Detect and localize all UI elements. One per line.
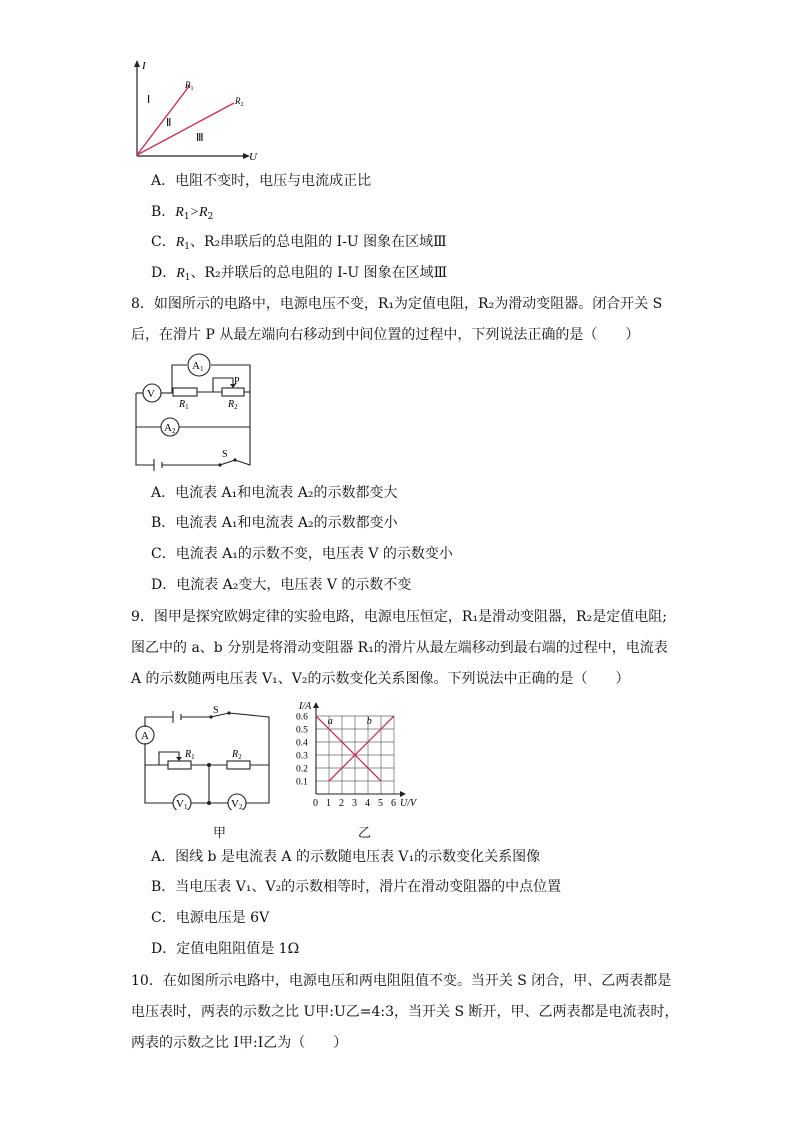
r2-label: $R_2$ <box>232 749 242 761</box>
y-tick-label: 0.3 <box>296 751 308 762</box>
voltmeter-v-label: V <box>147 388 155 400</box>
q10-stem-line3: 两表的示数之比 I甲:I乙为（ ） <box>131 1035 348 1051</box>
series-line-b <box>329 716 394 781</box>
y-axis-label: I/A <box>299 701 312 712</box>
q9-circuit-jia <box>133 705 273 810</box>
y-axis-arrow <box>313 702 319 708</box>
y-tick-label: 0.5 <box>296 725 308 736</box>
x-tick-label: 0 <box>313 798 318 809</box>
q7-option-b: B．$R_1>R_2$ <box>151 204 214 222</box>
series-label-a: a <box>327 715 333 727</box>
q8-option-a: A．电流表 A₁和电流表 A₂的示数都变大 <box>151 485 398 501</box>
q7-option-a: A．电阻不变时，电压与电流成正比 <box>151 173 372 189</box>
q8-stem-line1: 8．如图所示的电路中，电源电压不变，R₁为定值电阻，R₂为滑动变阻器。闭合开关 S <box>131 296 663 312</box>
q9-stem-line3: A 的示数随两电压表 V₁、V₂的示数变化关系图像。下列说法中正确的是（ ） <box>131 671 630 687</box>
switch-s-label: S <box>222 449 228 460</box>
x-tick-label: 3 <box>352 798 357 809</box>
r2-label: $R_2$ <box>235 96 244 108</box>
q9-option-d: D．定值电阻阻值是 1Ω <box>151 941 300 957</box>
ammeter-a1-label: A1 <box>192 360 204 373</box>
series-label-b: b <box>366 715 372 727</box>
q8-stem-line2: 后，在滑片 P 从最左端向右移动到中间位置的过程中，下列说法正确的是（ ） <box>131 327 640 343</box>
axis-i-label: I <box>142 60 146 72</box>
ammeter-a2-label: A2 <box>164 422 176 435</box>
x-tick-label: 4 <box>365 798 370 809</box>
r1-label: $R_1$ <box>179 399 189 411</box>
q7-option-c: C．$R_1$、R₂串联后的总电阻的 I-U 图象在区域Ⅲ <box>151 234 447 252</box>
v2-label: V2 <box>231 798 243 810</box>
iu-figure <box>128 58 268 164</box>
q10-stem-line2: 电压表时，两表的示数之比 U甲:U乙=4:3，当开关 S 断开，甲、乙两表都是电流表时， <box>131 1004 679 1020</box>
r2-label: $R_2$ <box>228 399 238 411</box>
x-tick-label: 1 <box>326 798 331 809</box>
r1-line <box>137 85 190 155</box>
x-axis-arrow <box>400 791 406 797</box>
q9-option-c: C．电源电压是 6V <box>151 910 270 926</box>
r2-line <box>137 103 234 155</box>
x-axis-label: U/V <box>400 798 417 809</box>
q8-circuit <box>132 350 257 472</box>
q8-option-b: B．电流表 A₁和电流表 A₂的示数都变小 <box>151 515 398 531</box>
ammeter-a-label: A <box>141 730 149 742</box>
x-tick-label: 5 <box>378 798 383 809</box>
x-tick-label: 2 <box>339 798 344 809</box>
x-tick-label: 6 <box>391 798 396 809</box>
y-tick-label: 0.6 <box>296 712 308 723</box>
q10-stem-line1: 10．在如图所示电路中，电源电压和两电阻阻值不变。当开关 S 闭合，甲、乙两表都是 <box>131 973 672 989</box>
q8-option-c: C．电流表 A₁的示数不变，电压表 V 的示数变小 <box>151 546 453 562</box>
y-tick-label: 0.2 <box>296 764 308 775</box>
region-3-label: Ⅲ <box>196 132 204 144</box>
region-2-label: Ⅱ <box>166 117 172 129</box>
axis-u-label: U <box>249 151 257 163</box>
q9-option-b: B．当电压表 V₁、V₂的示数相等时，滑片在滑动变阻器的中点位置 <box>151 879 562 895</box>
region-1-label: Ⅰ <box>147 94 151 106</box>
chart-caption-yi: 乙 <box>358 826 372 841</box>
q9-stem-line1: 9．图甲是探究欧姆定律的实验电路，电源电压恒定，R₁是滑动变阻器，R₂是定值电阻; <box>131 609 667 625</box>
q9-iu-chart <box>296 700 436 812</box>
r1-label: $R_1$ <box>185 749 195 761</box>
y-tick-label: 0.1 <box>296 777 308 788</box>
y-tick-label: 0.4 <box>296 738 308 749</box>
q9-stem-line2: 图乙中的 a、b 分别是将滑动变阻器 R₁的滑片从最左端移动到最右端的过程中，电流表 <box>131 640 668 656</box>
slider-p-label: P <box>234 376 240 387</box>
switch-s-label: S <box>213 705 219 716</box>
q9-option-a: A．图线 b 是电流表 A 的示数随电压表 V₁的示数变化关系图像 <box>151 849 541 865</box>
circuit-caption-jia: 甲 <box>213 826 227 841</box>
r1-label: $R_1$ <box>185 80 194 92</box>
q7-option-d: D．$R_1$、R₂并联后的总电阻的 I-U 图象在区域Ⅲ <box>151 265 448 283</box>
q8-option-d: D．电流表 A₂变大，电压表 V 的示数不变 <box>151 577 412 593</box>
v1-label: V1 <box>176 798 188 810</box>
